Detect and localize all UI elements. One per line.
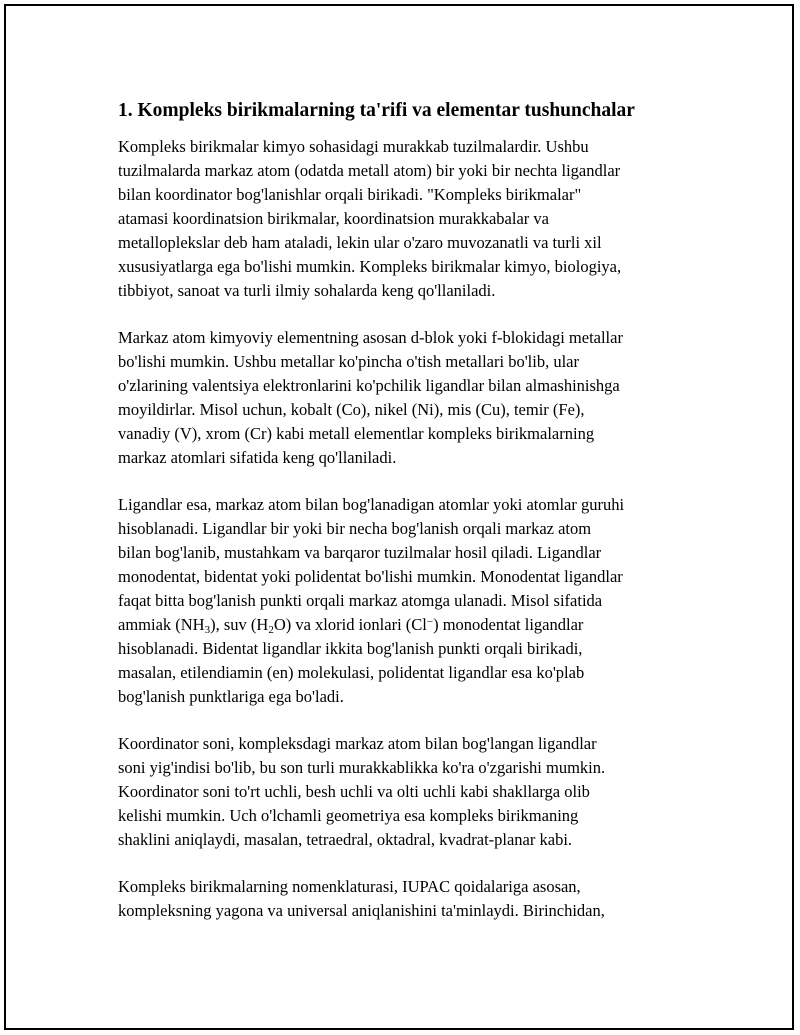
text-line: bog'lanish punktlariga ega bo'ladi. (118, 687, 344, 706)
text-line: faqat bitta bog'lanish punkti orqali markaz atomga ulanadi. Misol sifatida (118, 591, 603, 610)
subscript: 2 (268, 624, 274, 636)
text-line: kompleksning yagona va universal aniqlanishini ta'minlaydi. Birinchidan, (118, 901, 605, 920)
text-line: bilan koordinator bog'lanishlar orqali birikadi. "Kompleks birikmalar" (118, 185, 582, 204)
text-line: o'zlarining valentsiya elektronlarini ko'pchilik ligandlar bilan almashinishga (118, 376, 620, 395)
text-line: shaklini aniqlaydi, masalan, tetraedral, oktadral, kvadrat-planar kabi. (118, 830, 573, 849)
text-line: hisoblanadi. Ligandlar bir yoki bir necha bog'lanish orqali markaz atom (118, 519, 592, 538)
formula-line (118, 615, 583, 634)
text-line: monodentat, bidentat yoki polidentat bo'lishi mumkin. Monodentat ligandlar (118, 567, 623, 586)
document-page (4, 4, 794, 1030)
text-line: masalan, etilendiamin (en) molekulasi, polidentat ligandlar esa ko'plab (118, 663, 585, 682)
paragraph-5 (118, 875, 698, 923)
text-line: Ligandlar esa, markaz atom bilan bog'lanadigan atomlar yoki atomlar guruhi (118, 495, 625, 514)
text-line: xususiyatlarga ega bo'lishi mumkin. Kompleks birikmalar kimyo, biologiya, (118, 257, 622, 276)
formula-text: ) monodentat ligandlar (433, 615, 584, 634)
text-line: metalloplekslar deb ham ataladi, lekin ular o'zaro muvozanatli va turli xil (118, 233, 602, 252)
text-line: Markaz atom kimyoviy elementning asosan d-blok yoki f-blokidagi metallar (118, 328, 623, 347)
text-line: bilan bog'lanib, mustahkam va barqaror tuzilmalar hosil qiladi. Ligandlar (118, 543, 602, 562)
paragraph-3 (118, 493, 698, 709)
paragraph-4 (118, 732, 698, 852)
formula-text: O) va xlorid ionlari (Cl (273, 615, 427, 634)
text-line: tuzilmalarda markaz atom (odatda metall atom) bir yoki bir nechta ligandlar (118, 161, 621, 180)
text-line: soni yig'indisi bo'lib, bu son turli murakkablikka ko'ra o'zgarishi mumkin. (118, 758, 606, 777)
text-line: hisoblanadi. Bidentat ligandlar ikkita bog'lanish punkti orqali birikadi, (118, 639, 583, 658)
text-line: Kompleks birikmalar kimyo sohasidagi murakkab tuzilmalardir. Ushbu (118, 137, 589, 156)
text-line: atamasi koordinatsion birikmalar, koordinatsion murakkabalar va (118, 209, 549, 228)
text-line: moyildirlar. Misol uchun, kobalt (Co), nikel (Ni), mis (Cu), temir (Fe), (118, 400, 585, 419)
text-line: Koordinator soni, kompleksdagi markaz atom bilan bog'langan ligandlar (118, 734, 597, 753)
subscript: 3 (204, 624, 211, 636)
document-body (118, 98, 698, 946)
text-line: vanadiy (V), xrom (Cr) kabi metall elementlar kompleks birikmalarning (118, 424, 595, 443)
section-title: 1. Kompleks birikmalarning ta'rifi va elementar tushunchalar (118, 100, 635, 121)
text-line: tibbiyot, sanoat va turli ilmiy sohalarda keng qo'llaniladi. (118, 281, 496, 300)
paragraph-2 (118, 326, 698, 470)
text-line: kelishi mumkin. Uch o'lchamli geometriya esa kompleks birikmaning (118, 806, 579, 825)
paragraph-1 (118, 135, 698, 303)
formula-text: ammiak (NH (118, 615, 205, 634)
text-line: bo'lishi mumkin. Ushbu metallar ko'pincha o'tish metallari bo'lib, ular (118, 352, 579, 371)
text-line: Kompleks birikmalarning nomenklaturasi, IUPAC qoidalariga asosan, (118, 877, 581, 896)
text-line: markaz atomlari sifatida keng qo'llaniladi. (118, 448, 397, 467)
superscript: − (426, 616, 434, 628)
formula-text: ), suv (H (210, 615, 269, 634)
text-line: Koordinator soni to'rt uchli, besh uchli va olti uchli kabi shakllarga olib (118, 782, 590, 801)
